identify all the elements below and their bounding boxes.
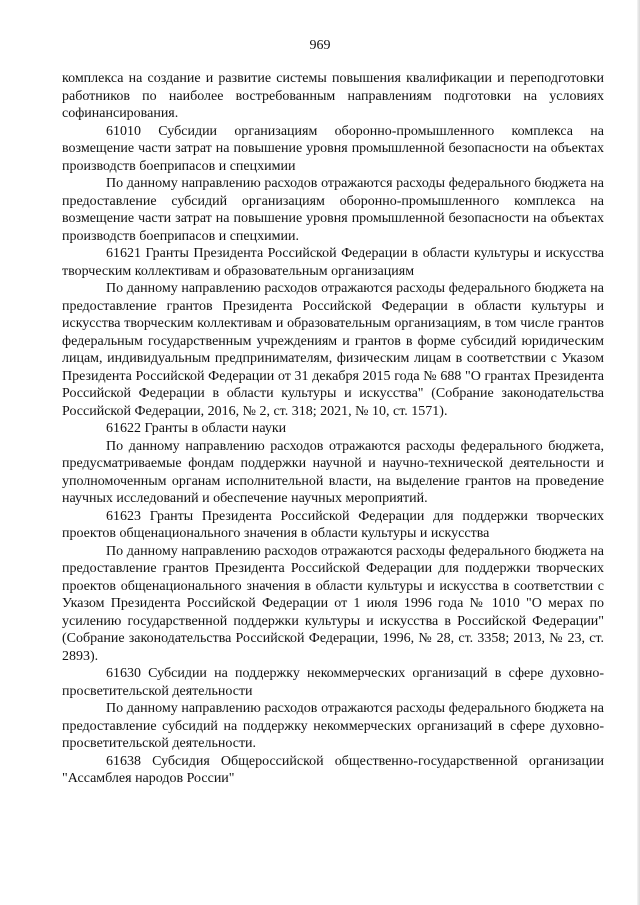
- paragraph-continuation: комплекса на создание и развитие системы повышения квалификации и переподготовки работников по наиболее востребованным направлениям подготовки на условиях софинансирования.: [62, 71, 604, 121]
- paragraph-description-61622: По данному направлению расходов отражаются расходы федерального бюджета, предусматриваемые фондам поддержки научной и научно-технической деятельности и уполномоченным органам исполнительной власти, на выделение грантов на проведение научных исследований и обеспечение научных мероприятий.: [62, 438, 604, 506]
- paragraph-description-61621: По данному направлению расходов отражаются расходы федерального бюджета на предоставление грантов Президента Российской Федерации в области культуры и искусства творческим коллективам и образовательным организациям, в том числе грантов федеральным государственным учреждениям и грантов в форме субсидий юридическим лицам, индивидуальным предпринимателям, физическим лицам в соответствии с Указом Президента Российской Федерации от 31 декабря 2015 года № 688 "О грантах Президента Российской Федерации в области культуры и искусства" (Собрание законодательства Российской Федерации, 2016, № 2, ст. 318; 2021, № 10, ст. 1571).: [62, 281, 604, 419]
- paragraph-description-61630: По данному направлению расходов отражаются расходы федерального бюджета на предоставление субсидий на поддержку некоммерческих организаций в сфере духовно-просветительской деятельности.: [62, 701, 604, 751]
- paragraph-heading-61623: 61623 Гранты Президента Российской Федерации для поддержки творческих проектов общенационального значения в области культуры и искусства: [62, 508, 604, 541]
- paragraph-description-61010: По данному направлению расходов отражаются расходы федерального бюджета на предоставление субсидий организациям оборонно-промышленного комплекса на возмещение части затрат на повышение уровня промышленной безопасности на объектах производств боеприпасов и спецхимии.: [62, 176, 604, 244]
- page-number: 969: [309, 38, 331, 53]
- paragraph-heading-61638: 61638 Субсидия Общероссийской общественно-государственной организации "Ассамблея народов России": [62, 753, 604, 786]
- paragraph-heading-61010: 61010 Субсидии организациям оборонно-промышленного комплекса на возмещение части затрат на повышение уровня промышленной безопасности на объектах производств боеприпасов и спецхимии: [62, 123, 604, 174]
- paragraph-heading-61621: 61621 Гранты Президента Российской Федерации в области культуры и искусства творческим коллективам и образовательным организациям: [62, 246, 604, 279]
- paragraph-heading-61630: 61630 Субсидии на поддержку некоммерческих организаций в сфере духовно-просветительской деятельности: [62, 666, 604, 699]
- paragraph-description-61623: По данному направлению расходов отражаются расходы федерального бюджета на предоставление грантов Президента Российской Федерации для поддержки творческих проектов общенационального значения в области культуры и искусства в соответствии с Указом Президента Российской Федерации от 1 июля 1996 года № 1010 "О мерах по усилению государственной поддержки культуры и искусства в Российской Федерации" (Собрание законодательства Российской Федерации, 1996, № 28, ст. 3358; 2013, № 23, ст. 2893).: [62, 543, 604, 664]
- document-body: [62, 70, 604, 788]
- paragraph-heading-61622: 61622 Гранты в области науки: [106, 421, 287, 436]
